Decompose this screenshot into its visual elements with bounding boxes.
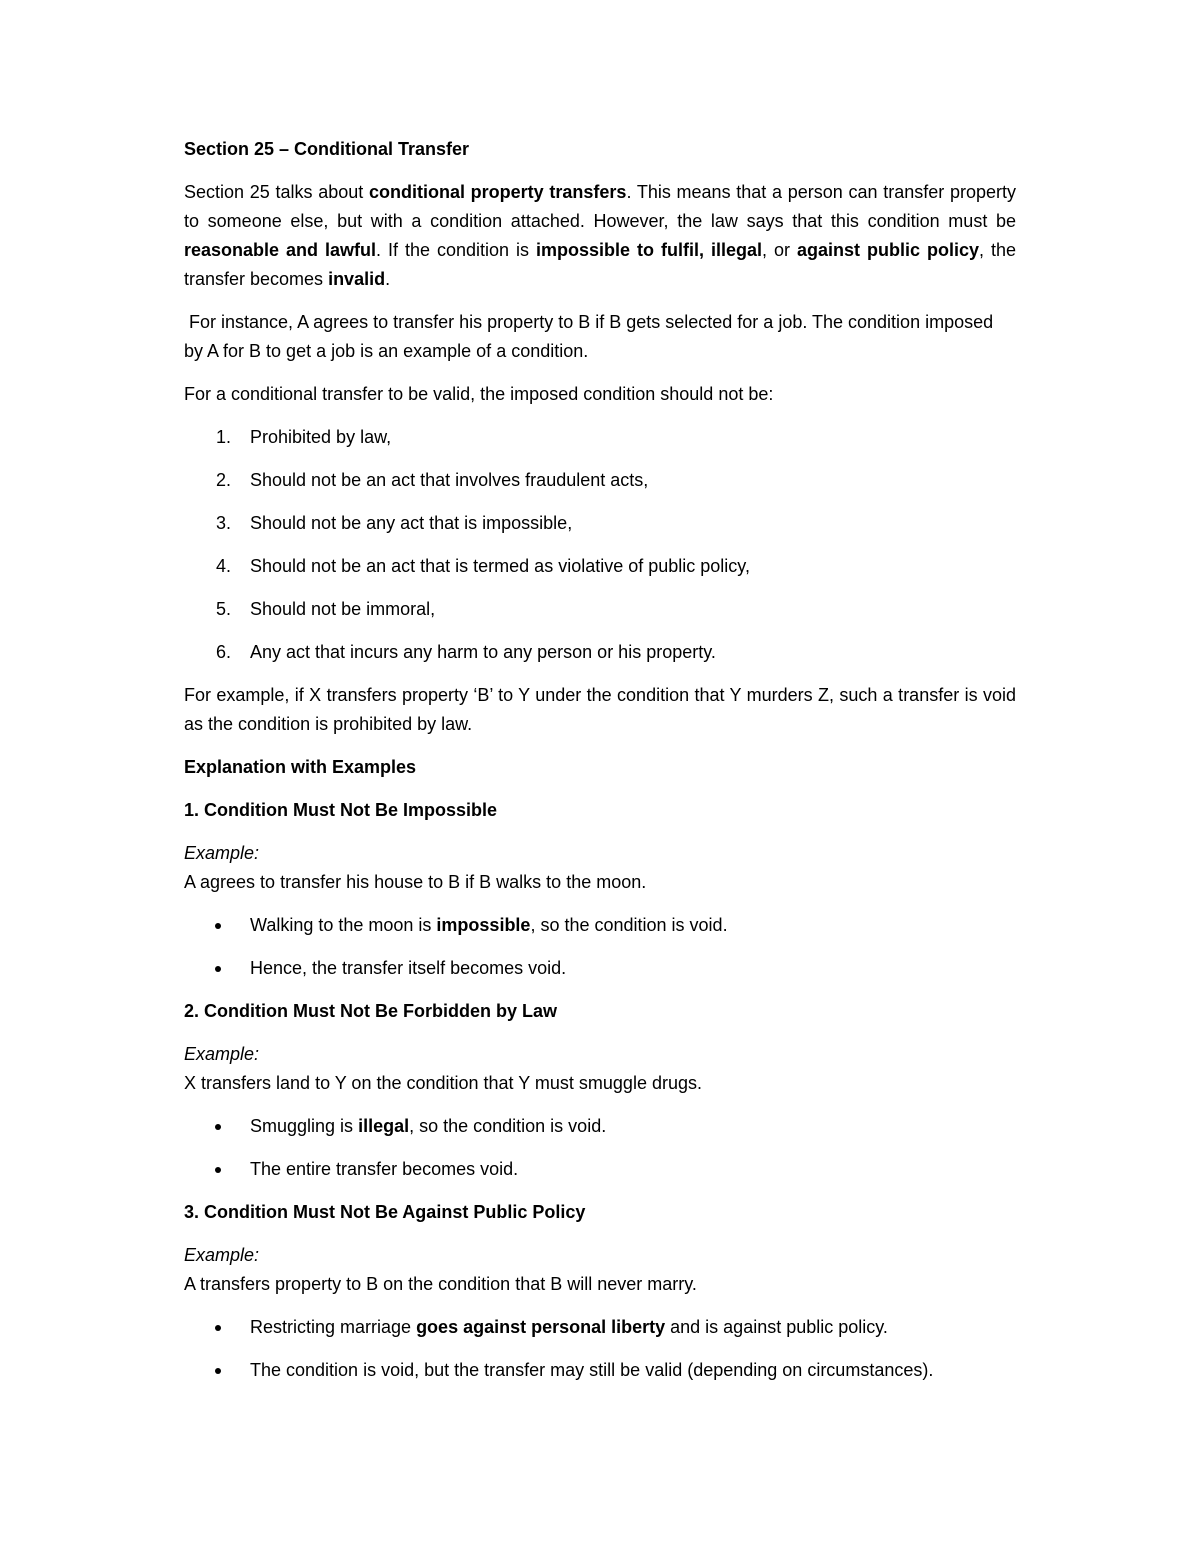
example-label: Example: — [184, 1044, 260, 1064]
document-body — [184, 135, 1016, 1399]
list-text: Should not be any act that is impossible, — [250, 513, 573, 533]
list-text: Prohibited by law, — [250, 427, 392, 447]
intro-text: , or — [762, 240, 797, 260]
intro-text: Section 25 talks about — [184, 182, 369, 202]
intro-bold: impossible to fulfil, illegal — [536, 240, 762, 260]
example-label: Example: — [184, 843, 260, 863]
intro-text: , the transfer becomes — [184, 240, 1016, 289]
conditions-list — [184, 423, 1016, 667]
bullet-list — [184, 911, 1016, 983]
list-item — [184, 595, 1016, 624]
list-text: , so the condition is void. — [530, 915, 728, 935]
list-text: Any act that incurs any harm to any person or his property. — [250, 642, 716, 662]
instance-paragraph: For instance, A agrees to transfer his property to B if B gets selected for a job. The condition imposed by A for B to get a job is an example of a condition. — [184, 312, 999, 361]
list-bold-text: illegal — [358, 1116, 410, 1136]
bullet-icon — [215, 1167, 221, 1173]
intro-bold: against public policy — [796, 240, 979, 260]
list-text: Restricting marriage — [250, 1317, 417, 1337]
list-number: 6. — [216, 642, 232, 662]
section-heading: 2. Condition Must Not Be Forbidden by Law — [184, 1001, 557, 1021]
intro-bold: reasonable and lawful — [184, 240, 377, 260]
explanation-heading: Explanation with Examples — [184, 757, 417, 777]
list-bold-text: goes against personal liberty — [416, 1317, 666, 1337]
list-text: Should not be an act that is termed as violative of public policy, — [250, 556, 750, 576]
bullet-icon — [215, 1368, 221, 1374]
validity-intro: For a conditional transfer to be valid, the imposed condition should not be: — [184, 384, 774, 404]
list-number: 3. — [216, 513, 232, 533]
bullet-list — [184, 1313, 1016, 1385]
intro-text: . If the condition is — [376, 240, 537, 260]
list-text: The entire transfer becomes void. — [250, 1159, 519, 1179]
list-bold-text: impossible — [436, 915, 531, 935]
list-text: Smuggling is — [250, 1116, 359, 1136]
list-text: Should not be immoral, — [250, 599, 436, 619]
list-number: 1. — [216, 427, 232, 447]
list-text: Hence, the transfer itself becomes void. — [250, 958, 567, 978]
example-text: X transfers land to Y on the condition that Y must smuggle drugs. — [184, 1073, 702, 1093]
list-number: 5. — [216, 599, 232, 619]
intro-text: . — [385, 269, 391, 289]
page-title: Section 25 – Conditional Transfer — [184, 139, 470, 159]
example-label: Example: — [184, 1245, 260, 1265]
list-item — [184, 911, 1016, 940]
murder-example-paragraph: For example, if X transfers property ‘B’ to Y under the condition that Y murders Z, such a transfer is void as the condition is prohibited by law. — [184, 685, 1016, 734]
bullet-icon — [215, 966, 221, 972]
list-number: 2. — [216, 470, 232, 490]
bullet-icon — [215, 1124, 221, 1130]
list-item — [184, 1313, 1016, 1342]
bullet-icon — [215, 923, 221, 929]
bullet-list — [184, 1112, 1016, 1184]
list-item — [184, 423, 1016, 452]
list-item — [184, 954, 1016, 983]
list-text: Should not be an act that involves fraudulent acts, — [250, 470, 649, 490]
section-heading: 3. Condition Must Not Be Against Public Policy — [184, 1202, 586, 1222]
list-item — [184, 1112, 1016, 1141]
intro-text: . This means that a person can transfer property to someone else, but with a condition attached. However, the law says that this condition must be — [184, 182, 1016, 231]
list-text: , so the condition is void. — [409, 1116, 607, 1136]
list-text: and is against public policy. — [665, 1317, 888, 1337]
intro-bold: conditional property transfers — [368, 182, 627, 202]
list-item — [184, 466, 1016, 495]
intro-bold: invalid — [328, 269, 386, 289]
list-item — [184, 552, 1016, 581]
list-item — [184, 509, 1016, 538]
list-item — [184, 638, 1016, 667]
list-number: 4. — [216, 556, 232, 576]
bullet-icon — [215, 1325, 221, 1331]
example-text: A agrees to transfer his house to B if B walks to the moon. — [184, 872, 647, 892]
list-item — [184, 1155, 1016, 1184]
intro-paragraph — [184, 178, 1016, 294]
list-text: The condition is void, but the transfer may still be valid (depending on circumstances). — [250, 1360, 934, 1380]
example-text: A transfers property to B on the condition that B will never marry. — [184, 1274, 697, 1294]
list-item — [184, 1356, 1016, 1385]
section-heading: 1. Condition Must Not Be Impossible — [184, 800, 498, 820]
list-text: Walking to the moon is — [250, 915, 437, 935]
